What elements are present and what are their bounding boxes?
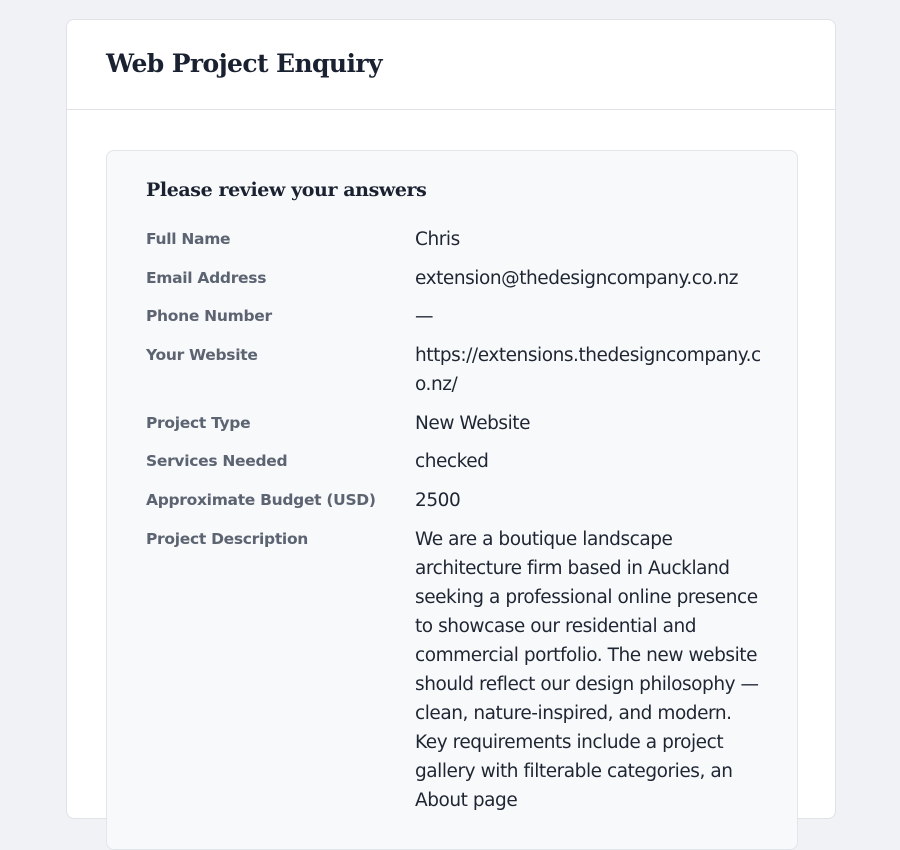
answer-row-services [146,447,766,476]
answer-value: extension@thedesigncompany.co.nz [415,267,739,289]
answer-label: Email Address [146,268,267,287]
answer-label: Project Type [146,413,251,432]
answer-label: Services Needed [146,452,288,471]
review-panel [106,150,798,850]
answer-row-budget [146,486,766,515]
answer-value: 2500 [415,490,461,512]
answer-value: checked [415,451,489,473]
answer-row-website [146,341,766,399]
answer-row-project-type [146,409,766,438]
answer-row-full-name [146,225,766,254]
answers-list [146,225,766,825]
answer-label: Approximate Budget (USD) [146,491,376,510]
card-header [67,20,835,110]
enquiry-card [66,19,836,819]
answer-value: https://extensions.thedesigncompany.co.nz/ [415,345,761,396]
answer-value: Chris [415,229,460,250]
answer-label: Project Description [146,529,309,548]
form-title: Web Project Enquiry [106,49,382,78]
answer-value: We are a boutique landscape architecture firm based in Auckland seeking a professional online presence to showcase our residential and commercial portfolio. The new website should reflect our design philosophy — clean, nature-inspired, and modern. Key requirements include a project gallery with filterable categories, an About page [415,528,759,811]
answer-row-phone [146,302,766,331]
answer-row-description [146,525,766,815]
answer-label: Phone Number [146,307,272,326]
answer-label: Your Website [146,346,258,365]
review-heading: Please review your answers [146,179,427,201]
answer-label: Full Name [146,230,231,248]
answer-row-email [146,264,766,293]
answer-value: — [415,306,434,328]
answer-value: New Website [415,412,531,434]
